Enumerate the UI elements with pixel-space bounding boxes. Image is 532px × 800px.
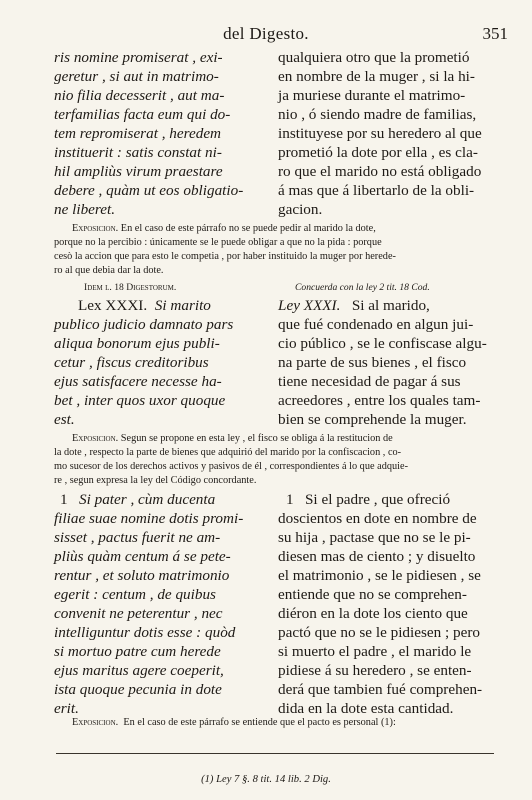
spanish-line: acreedores , entre los quales tam- bbox=[278, 392, 481, 409]
latin-line: ista quoque pecunia in dote bbox=[54, 681, 222, 698]
footnote-divider bbox=[56, 753, 494, 754]
latin-source-heading: Idem l. 18 Digestorum. bbox=[84, 282, 177, 293]
spanish-concordance-heading: Concuerda con la ley 2 tit. 18 Cod. bbox=[295, 282, 430, 293]
spanish-line: á mas que á libertarlo de la obli- bbox=[278, 182, 475, 199]
latin-law-number: Lex XXXI. bbox=[78, 297, 148, 314]
page-number: 351 bbox=[482, 24, 508, 43]
latin-line: bet , inter quos uxor quoque bbox=[54, 392, 226, 409]
latin-line: geretur , si aut in matrimo- bbox=[54, 68, 219, 85]
latin-line: 1 Si pater , cùm ducenta bbox=[60, 491, 216, 508]
latin-line: filiae suae nomine dotis promi- bbox=[54, 510, 244, 527]
section1-spanish-column bbox=[278, 48, 492, 219]
spanish-line: tiene necesidad de pagar á sus bbox=[278, 373, 461, 390]
spanish-line: que fué condenado en algun jui- bbox=[278, 316, 474, 333]
latin-line: hil ampliùs virum praestare bbox=[54, 163, 223, 180]
latin-line: rentur , et soluto matrimonio bbox=[54, 567, 230, 584]
exposition-label: Exposicion. bbox=[72, 223, 119, 234]
exposition-line: ro al que debia dar la dote. bbox=[54, 265, 164, 276]
spanish-line: su hija , pactase que no se le pi- bbox=[278, 529, 471, 546]
latin-line: tem repromiserat , heredem bbox=[54, 125, 222, 142]
section3-spanish-column bbox=[278, 490, 492, 718]
spanish-line: doscientos en dote en nombre de bbox=[278, 510, 477, 527]
latin-line: est. bbox=[54, 411, 75, 428]
spanish-law-number: Ley XXXI. bbox=[278, 297, 341, 314]
page-header bbox=[0, 24, 532, 48]
latin-line: si mortuo patre cum herede bbox=[54, 643, 221, 660]
spanish-line: 1 Si el padre , que ofreció bbox=[286, 491, 451, 508]
latin-line: sisset , pactus fuerit ne am- bbox=[54, 529, 221, 546]
spanish-line: en nombre de la muger , si la hi- bbox=[278, 68, 475, 85]
latin-line: cetur , fiscus creditoribus bbox=[54, 354, 209, 371]
latin-line: instituerit : satis constat ni- bbox=[54, 144, 222, 161]
spanish-line: cio público , se le confiscase algu- bbox=[278, 335, 487, 352]
spanish-line: prometió la dote por ella , es cla- bbox=[278, 144, 478, 161]
spanish-line: bien se comprehende la muger. bbox=[278, 411, 467, 428]
latin-line: erit. bbox=[54, 700, 79, 717]
exposition-line: cesò la accion que para esto le competia , por haber instituido la muger por herede- bbox=[54, 251, 396, 262]
section3-latin-column bbox=[54, 490, 266, 718]
spanish-line: ro que el marido no está obligado bbox=[278, 163, 482, 180]
section2-exposition bbox=[54, 432, 492, 488]
exposition-line: re , segun expresa la ley del Código concordante. bbox=[54, 475, 257, 486]
section1-exposition bbox=[54, 222, 492, 278]
spanish-line: Ley XXXI. Si al marido, bbox=[278, 297, 430, 314]
exposition-line: mo sucesor de los derechos activos y pasivos de él , correspondientes á lo que adquie- bbox=[54, 461, 408, 472]
latin-line: ejus maritus agere coeperit, bbox=[54, 662, 224, 679]
exposition-label: Exposicion. bbox=[72, 433, 119, 444]
spanish-line: pidiese á su heredero , se enten- bbox=[278, 662, 472, 679]
spanish-line: na parte de sus bienes , el fisco bbox=[278, 354, 467, 371]
exposition-line: Exposicion. En el caso de este párrafo no se puede pedir al marido la dote, bbox=[72, 223, 376, 234]
exposition-line: porque no la percibio : únicamente se le puede obligar a que no la pida : porque bbox=[54, 237, 382, 248]
latin-line: debere , quàm ut eos obligatio- bbox=[54, 182, 244, 199]
running-title: del Digesto. bbox=[223, 24, 309, 43]
latin-line: terfamilias facta eum qui do- bbox=[54, 106, 231, 123]
latin-paragraph-number: 1 bbox=[60, 491, 68, 508]
spanish-line: gacion. bbox=[278, 201, 323, 218]
latin-line: convenit ne peterentur , nec bbox=[54, 605, 223, 622]
spanish-line: entiende que no se comprehen- bbox=[278, 586, 467, 603]
spanish-paragraph-number: 1 bbox=[286, 491, 294, 508]
exposition-line: la dote , respecto la parte de bienes que adquirió del marido por la confiscacion , co- bbox=[54, 447, 402, 458]
latin-line: ris nomine promiserat , exi- bbox=[54, 49, 223, 66]
exposition-line: Exposicion. Segun se propone en esta ley , el fisco se obliga á la restitucion de bbox=[72, 433, 393, 444]
section3-exposition bbox=[54, 716, 492, 730]
spanish-line: qualquiera otro que la prometió bbox=[278, 49, 470, 66]
exposition-label: Exposicion. bbox=[72, 717, 119, 728]
spanish-line: diesen mas de ciento ; y disuelto bbox=[278, 548, 476, 565]
spanish-line: si muerto el padre , el marido le bbox=[278, 643, 472, 660]
spanish-line: pactó que no se le pidiesen ; pero bbox=[278, 624, 481, 641]
spanish-line: derá que tambien fué comprehen- bbox=[278, 681, 483, 698]
latin-line: egerit : centum , de quibus bbox=[54, 586, 216, 603]
spanish-line: dida en la dote esta cantidad. bbox=[278, 700, 454, 717]
section1-latin-column bbox=[54, 48, 266, 219]
latin-line: nio filia decesserit , aut ma- bbox=[54, 87, 225, 104]
latin-line: ejus satisfacere necesse ha- bbox=[54, 373, 222, 390]
spanish-line: instituyese por su heredero al que bbox=[278, 125, 482, 142]
latin-line: ne liberet. bbox=[54, 201, 116, 218]
spanish-line: nio , ó siendo madre de familias, bbox=[278, 106, 477, 123]
exposition-line: Exposicion. En el caso de este párrafo se entiende que el pacto es personal (1): bbox=[72, 717, 396, 728]
latin-line: pliùs quàm centum á se pete- bbox=[54, 548, 231, 565]
latin-line: aliqua bonorum ejus publi- bbox=[54, 335, 220, 352]
section2-latin-column bbox=[54, 296, 266, 429]
latin-line: intelliguntur dotis esse : quòd bbox=[54, 624, 236, 641]
spanish-line: ja muriese durante el matrimo- bbox=[278, 87, 466, 104]
footnote: (1) Ley 7 §. 8 tit. 14 lib. 2 Dig. bbox=[201, 774, 331, 785]
latin-line: Lex XXXI. Si marito bbox=[78, 297, 211, 314]
latin-line: publico judicio damnato pars bbox=[54, 316, 234, 333]
spanish-line: diéron en la dote los ciento que bbox=[278, 605, 468, 622]
section2-spanish-column bbox=[278, 296, 492, 429]
spanish-line: el matrimonio , se le pidiesen , se bbox=[278, 567, 481, 584]
